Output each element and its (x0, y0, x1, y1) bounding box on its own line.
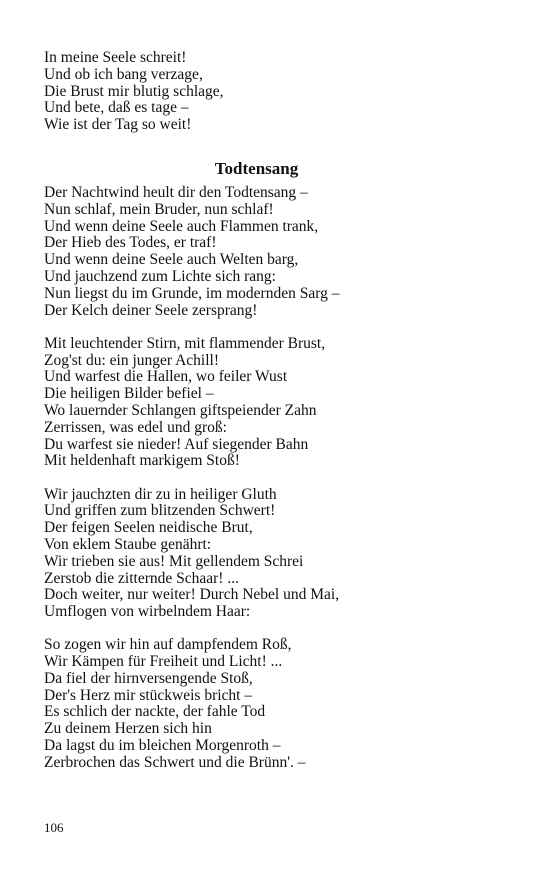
verse-line: Wir trieben sie aus! Mit gellendem Schrei (44, 552, 304, 570)
poem-title: Todtensang (214, 159, 299, 178)
verse-line: Die Brust mir blutig schlage, (44, 82, 224, 100)
verse-line: Wo lauernder Schlangen giftspeiender Zahn (44, 401, 317, 419)
stanza-1 (44, 185, 514, 319)
verse-line: Und wenn deine Seele auch Welten barg, (44, 251, 299, 269)
poem-body (44, 185, 514, 772)
stanza-4 (44, 637, 514, 771)
opening-stanza (44, 50, 514, 134)
verse-line: Der Hieb des Todes, er traf! (44, 234, 217, 252)
verse-line: Von eklem Staube genährt: (44, 535, 212, 553)
stanza-3 (44, 487, 514, 621)
verse-line: Umflogen von wirbelndem Haar: (44, 603, 251, 621)
verse-line: In meine Seele schreit! (44, 49, 187, 66)
stanza-2 (44, 336, 514, 470)
verse-line: Zog'st du: ein junger Achill! (44, 351, 219, 369)
verse-line: Der feigen Seelen neidische Brut, (44, 519, 253, 537)
verse-line: Wie ist der Tag so weit! (44, 116, 192, 134)
verse-line: Nun liegst du im Grunde, im modernden Sarg – (44, 284, 340, 302)
page-number: 106 (44, 820, 64, 835)
verse-line: Wir Kämpen für Freiheit und Licht! ... (44, 653, 283, 671)
verse-line: Und ob ich bang verzage, (44, 65, 203, 83)
verse-line: Wir jauchzten dir zu in heiliger Gluth (44, 485, 277, 503)
verse-line: Und bete, daß es tage – (44, 99, 189, 117)
verse-line: Mit heldenhaft markigem Stoß! (44, 452, 240, 470)
verse-line: Zu deinem Herzen sich hin (44, 720, 212, 738)
verse-line: Mit leuchtender Stirn, mit flammender Brust, (44, 334, 326, 352)
verse-line: Doch weiter, nur weiter! Durch Nebel und Mai, (44, 586, 340, 604)
verse-line: Die heiligen Bilder befiel – (44, 385, 214, 403)
verse-line: Da fiel der hirnversengende Stoß, (44, 669, 253, 687)
verse-line: Und warfest die Hallen, wo feiler Wust (44, 368, 288, 386)
verse-line: Der's Herz mir stückweis bricht – (44, 686, 253, 704)
verse-line: Zerrissen, was edel und groß: (44, 418, 227, 436)
verse-line: Zerbrochen das Schwert und die Brünn'. – (44, 753, 306, 771)
verse-line: So zogen wir hin auf dampfendem Roß, (44, 636, 292, 654)
verse-line: Und griffen zum blitzenden Schwert! (44, 502, 276, 520)
verse-line: Und wenn deine Seele auch Flammen trank, (44, 217, 319, 235)
verse-line: Der Kelch deiner Seele zersprang! (44, 301, 258, 319)
verse-line: Der Nachtwind heult dir den Todtensang – (44, 184, 308, 201)
verse-line: Da lagst du im bleichen Morgenroth – (44, 737, 281, 755)
verse-line: Nun schlaf, mein Bruder, nun schlaf! (44, 200, 274, 218)
verse-line: Du warfest sie nieder! Auf siegender Bahn (44, 435, 309, 453)
verse-line: Und jauchzend zum Lichte sich rang: (44, 267, 276, 285)
verse-line: Es schlich der nackte, der fahle Tod (44, 703, 266, 721)
verse-line: Zerstob die zitternde Schaar! ... (44, 569, 239, 587)
